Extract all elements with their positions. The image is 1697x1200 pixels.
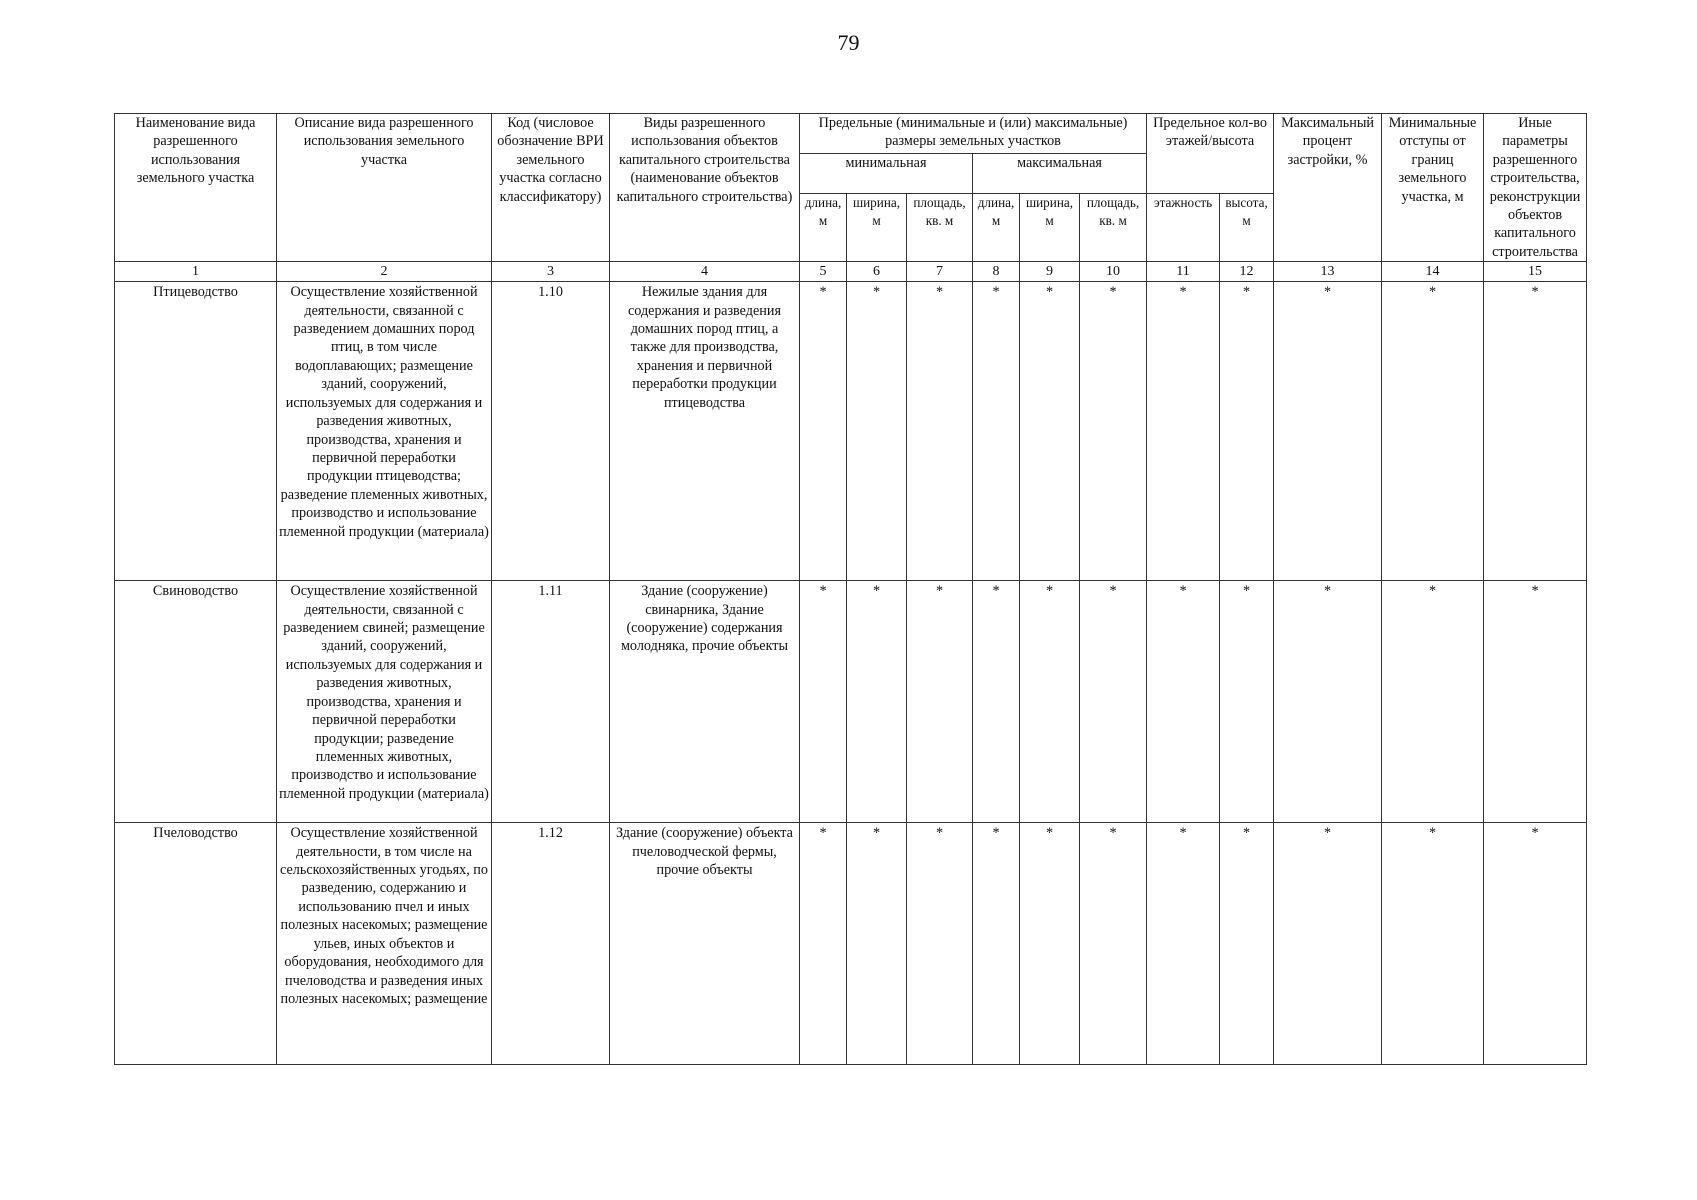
column-number: 9 (1020, 262, 1080, 282)
value-cell: * (1274, 581, 1382, 823)
value-cell: * (1020, 823, 1080, 1065)
value-cell: * (907, 581, 973, 823)
value-cell: * (1147, 282, 1220, 581)
column-number: 8 (973, 262, 1020, 282)
header-minimum: минимальная (800, 153, 973, 193)
value-cell: * (847, 823, 907, 1065)
table-row (115, 823, 1587, 1065)
regulations-table (114, 113, 1587, 1065)
header-land-use-description: Описание вида разрешенного использования земельного участка (277, 114, 492, 262)
value-cell: * (800, 282, 847, 581)
value-cell: * (1020, 282, 1080, 581)
column-number: 11 (1147, 262, 1220, 282)
value-cell: * (973, 823, 1020, 1065)
value-cell: * (800, 823, 847, 1065)
header-min-setbacks: Минимальные отступы от границ земельного участка, м (1382, 114, 1484, 262)
value-cell: * (1220, 823, 1274, 1065)
land-use-code: 1.12 (492, 823, 610, 1065)
value-cell: * (1220, 581, 1274, 823)
value-cell: * (907, 823, 973, 1065)
column-number: 13 (1274, 262, 1382, 282)
column-number: 6 (847, 262, 907, 282)
column-number: 4 (610, 262, 800, 282)
value-cell: * (847, 581, 907, 823)
header-min-length: длина, м (800, 193, 847, 261)
table-row (115, 282, 1587, 581)
land-use-name: Птицеводство (115, 282, 277, 581)
header-min-area: площадь, кв. м (907, 193, 973, 261)
value-cell: * (1080, 823, 1147, 1065)
header-plot-size-limits: Предельные (минимальные и (или) максимальные) размеры земельных участков (800, 114, 1147, 154)
header-height: высота, м (1220, 193, 1274, 261)
column-numbers-row (115, 262, 1587, 282)
header-land-use-name: Наименование вида разрешенного использования земельного участка (115, 114, 277, 262)
header-max-width: ширина, м (1020, 193, 1080, 261)
header-building-uses: Виды разрешенного использования объектов капитального строительства (наименование объектов капитального строительства) (610, 114, 800, 262)
land-use-description: Осуществление хозяйственной деятельности, связанной с разведением домашних пород птиц, в том числе водоплавающих; размещение зданий, сооружений, используемых для содержания и разведения животных, производства, хранения и первичной переработки продукции птицеводства; разведение племенных животных, производство и использование племенной продукции (материала) (277, 282, 492, 581)
header-code: Код (числовое обозначение ВРИ земельного участка согласно классификатору) (492, 114, 610, 262)
land-use-name: Пчеловодство (115, 823, 277, 1065)
land-use-code: 1.11 (492, 581, 610, 823)
value-cell: * (907, 282, 973, 581)
header-max-coverage: Максимальный процент застройки, % (1274, 114, 1382, 262)
column-number: 15 (1484, 262, 1587, 282)
column-number: 2 (277, 262, 492, 282)
value-cell: * (1080, 581, 1147, 823)
value-cell: * (1382, 581, 1484, 823)
column-number: 7 (907, 262, 973, 282)
value-cell: * (1382, 823, 1484, 1065)
value-cell: * (1484, 823, 1587, 1065)
header-min-width: ширина, м (847, 193, 907, 261)
value-cell: * (1382, 282, 1484, 581)
header-floors: этажность (1147, 193, 1220, 261)
land-use-name: Свиноводство (115, 581, 277, 823)
column-number: 5 (800, 262, 847, 282)
column-number: 10 (1080, 262, 1147, 282)
land-use-description: Осуществление хозяйственной деятельности, в том числе на сельскохозяйственных угодьях, по разведению, содержанию и использованию пчел и иных полезных насекомых; размещение ульев, иных объектов и оборудования, необходимого для пчеловодства и разведения иных полезных насекомых; размещение (277, 823, 492, 1065)
value-cell: * (1147, 581, 1220, 823)
value-cell: * (1274, 823, 1382, 1065)
value-cell: * (1020, 581, 1080, 823)
column-number: 3 (492, 262, 610, 282)
value-cell: * (847, 282, 907, 581)
building-uses: Здание (сооружение) свинарника, Здание (сооружение) содержания молодняка, прочие объекты (610, 581, 800, 823)
value-cell: * (973, 581, 1020, 823)
header-maximum: максимальная (973, 153, 1147, 193)
value-cell: * (1484, 282, 1587, 581)
land-use-code: 1.10 (492, 282, 610, 581)
column-number: 14 (1382, 262, 1484, 282)
building-uses: Здание (сооружение) объекта пчеловодческой фермы, прочие объекты (610, 823, 800, 1065)
value-cell: * (1484, 581, 1587, 823)
building-uses: Нежилые здания для содержания и разведения домашних пород птиц, а также для производства, хранения и первичной переработки продукции птицеводства (610, 282, 800, 581)
value-cell: * (973, 282, 1020, 581)
header-max-length: длина, м (973, 193, 1020, 261)
column-number: 12 (1220, 262, 1274, 282)
table-row (115, 581, 1587, 823)
land-use-description: Осуществление хозяйственной деятельности, связанной с разведением свиней; размещение зданий, сооружений, используемых для содержания и разведения животных, производства, хранения и первичной переработки продукции; разведение племенных животных, производство и использование племенной продукции (материала) (277, 581, 492, 823)
column-number: 1 (115, 262, 277, 282)
value-cell: * (1220, 282, 1274, 581)
header-floors-height: Предельное кол-во этажей/высота (1147, 114, 1274, 194)
page-number: 79 (837, 30, 860, 55)
value-cell: * (1080, 282, 1147, 581)
header-other-params: Иные параметры разрешенного строительства, реконструкции объектов капитального строительства (1484, 114, 1587, 262)
value-cell: * (1147, 823, 1220, 1065)
value-cell: * (800, 581, 847, 823)
value-cell: * (1274, 282, 1382, 581)
header-max-area: площадь, кв. м (1080, 193, 1147, 261)
